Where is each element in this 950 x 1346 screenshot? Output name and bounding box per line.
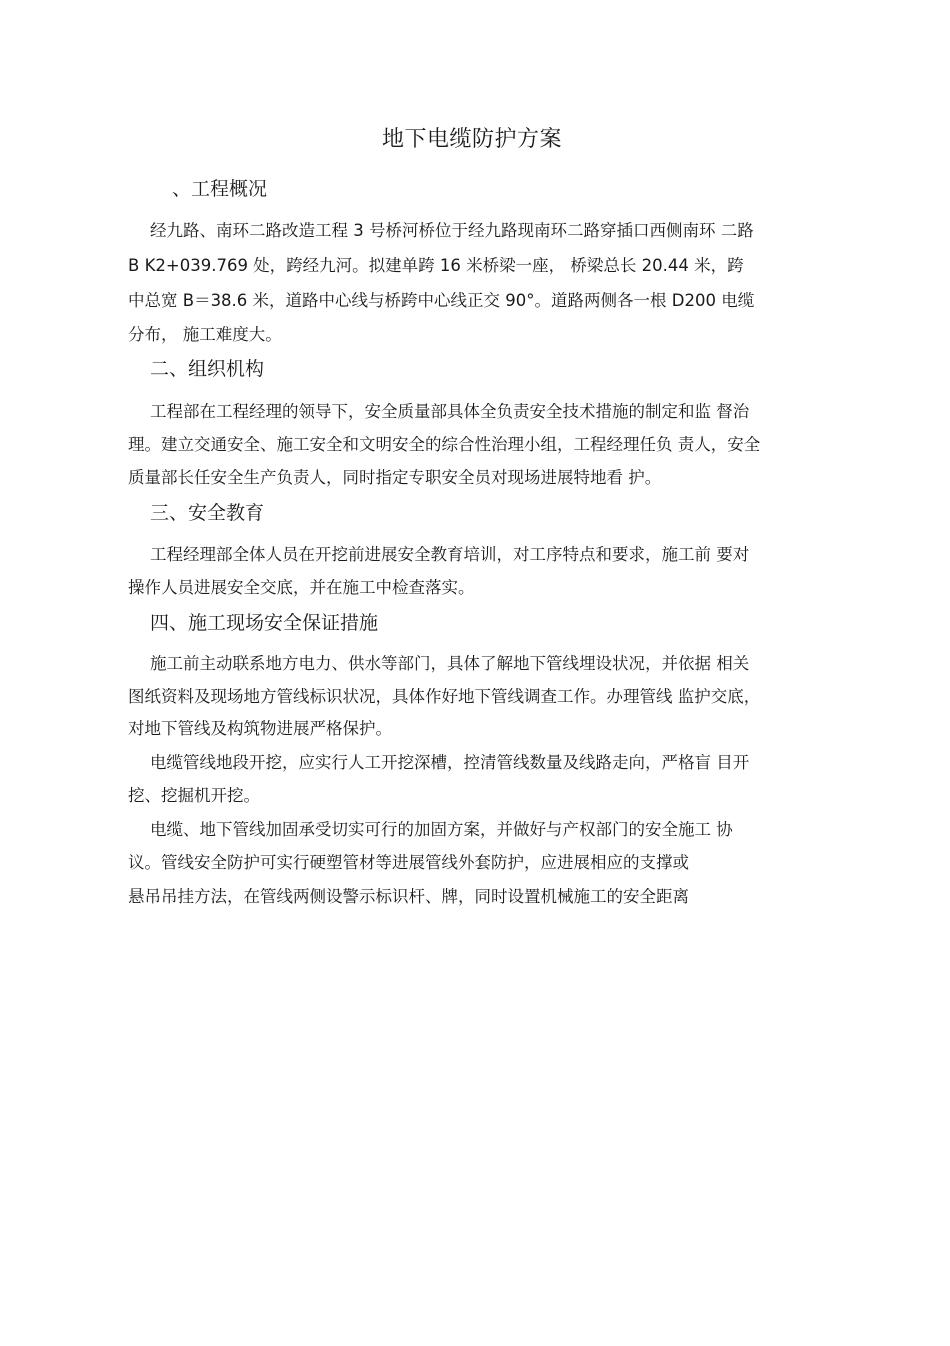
paragraph-line: 挖、挖掘机开挖。 bbox=[128, 786, 260, 805]
document-title: 地下电缆防护方案 bbox=[381, 127, 562, 152]
paragraph-line: 理。建立交通安全、施工安全和文明安全的综合性治理小组，工程经理任负 责人，安全 bbox=[128, 435, 761, 454]
paragraph-line: 施工前主动联系地方电力、供水等部门，具体了解地下管线埋设状况，并依据 相关 bbox=[150, 654, 750, 673]
section-heading-overview: 、工程概况 bbox=[172, 178, 268, 200]
paragraph-line: B K2+039.769 处，跨经九河。拟建单跨 16 米桥梁一座， 桥梁总长 20.44 米，跨 bbox=[128, 256, 744, 275]
paragraph-line: 分布， 施工难度大。 bbox=[128, 325, 282, 344]
section-heading-site-safety-measures: 四、施工现场安全保证措施 bbox=[150, 612, 379, 634]
section-heading-organization: 二、组织机构 bbox=[150, 358, 265, 380]
paragraph-line: 图纸资料及现场地方管线标识状况，具体作好地下管线调查工作。办理管线 监护交底， bbox=[128, 687, 761, 706]
paragraph-line: 中总宽 B＝38.6 米，道路中心线与桥跨中心线正交 90°。道路两侧各一根 D200 电缆 bbox=[128, 291, 755, 310]
section-heading-safety-education: 三、安全教育 bbox=[150, 502, 265, 524]
paragraph-line: 电缆、地下管线加固承受切实可行的加固方案，并做好与产权部门的安全施工 协 bbox=[150, 820, 733, 839]
paragraph-line: 电缆管线地段开挖，应实行人工开挖深槽，控清管线数量及线路走向，严格盲 目开 bbox=[150, 753, 750, 772]
paragraph-line: 工程部在工程经理的领导下，安全质量部具体全负责安全技术措施的制定和监 督治 bbox=[150, 402, 750, 421]
paragraph-line: 经九路、南环二路改造工程 3 号桥河桥位于经九路现南环二路穿插口西侧南环 二路 bbox=[150, 221, 754, 240]
paragraph-line: 质量部长任安全生产负责人，同时指定专职安全员对现场进展特地看 护。 bbox=[128, 468, 662, 487]
paragraph-line: 悬吊吊挂方法，在管线两侧设警示标识杆、牌，同时设置机械施工的安全距离 bbox=[128, 887, 689, 906]
paragraph-line: 工程经理部全体人员在开挖前进展安全教育培训，对工序特点和要求，施工前 要对 bbox=[150, 545, 750, 564]
paragraph-line: 议。管线安全防护可实行硬塑管材等进展管线外套防护，应进展相应的支撑或 bbox=[128, 853, 689, 872]
paragraph-line: 对地下管线及构筑物进展严格保护。 bbox=[128, 719, 392, 738]
paragraph-line: 操作人员进展安全交底，并在施工中检查落实。 bbox=[128, 578, 475, 597]
